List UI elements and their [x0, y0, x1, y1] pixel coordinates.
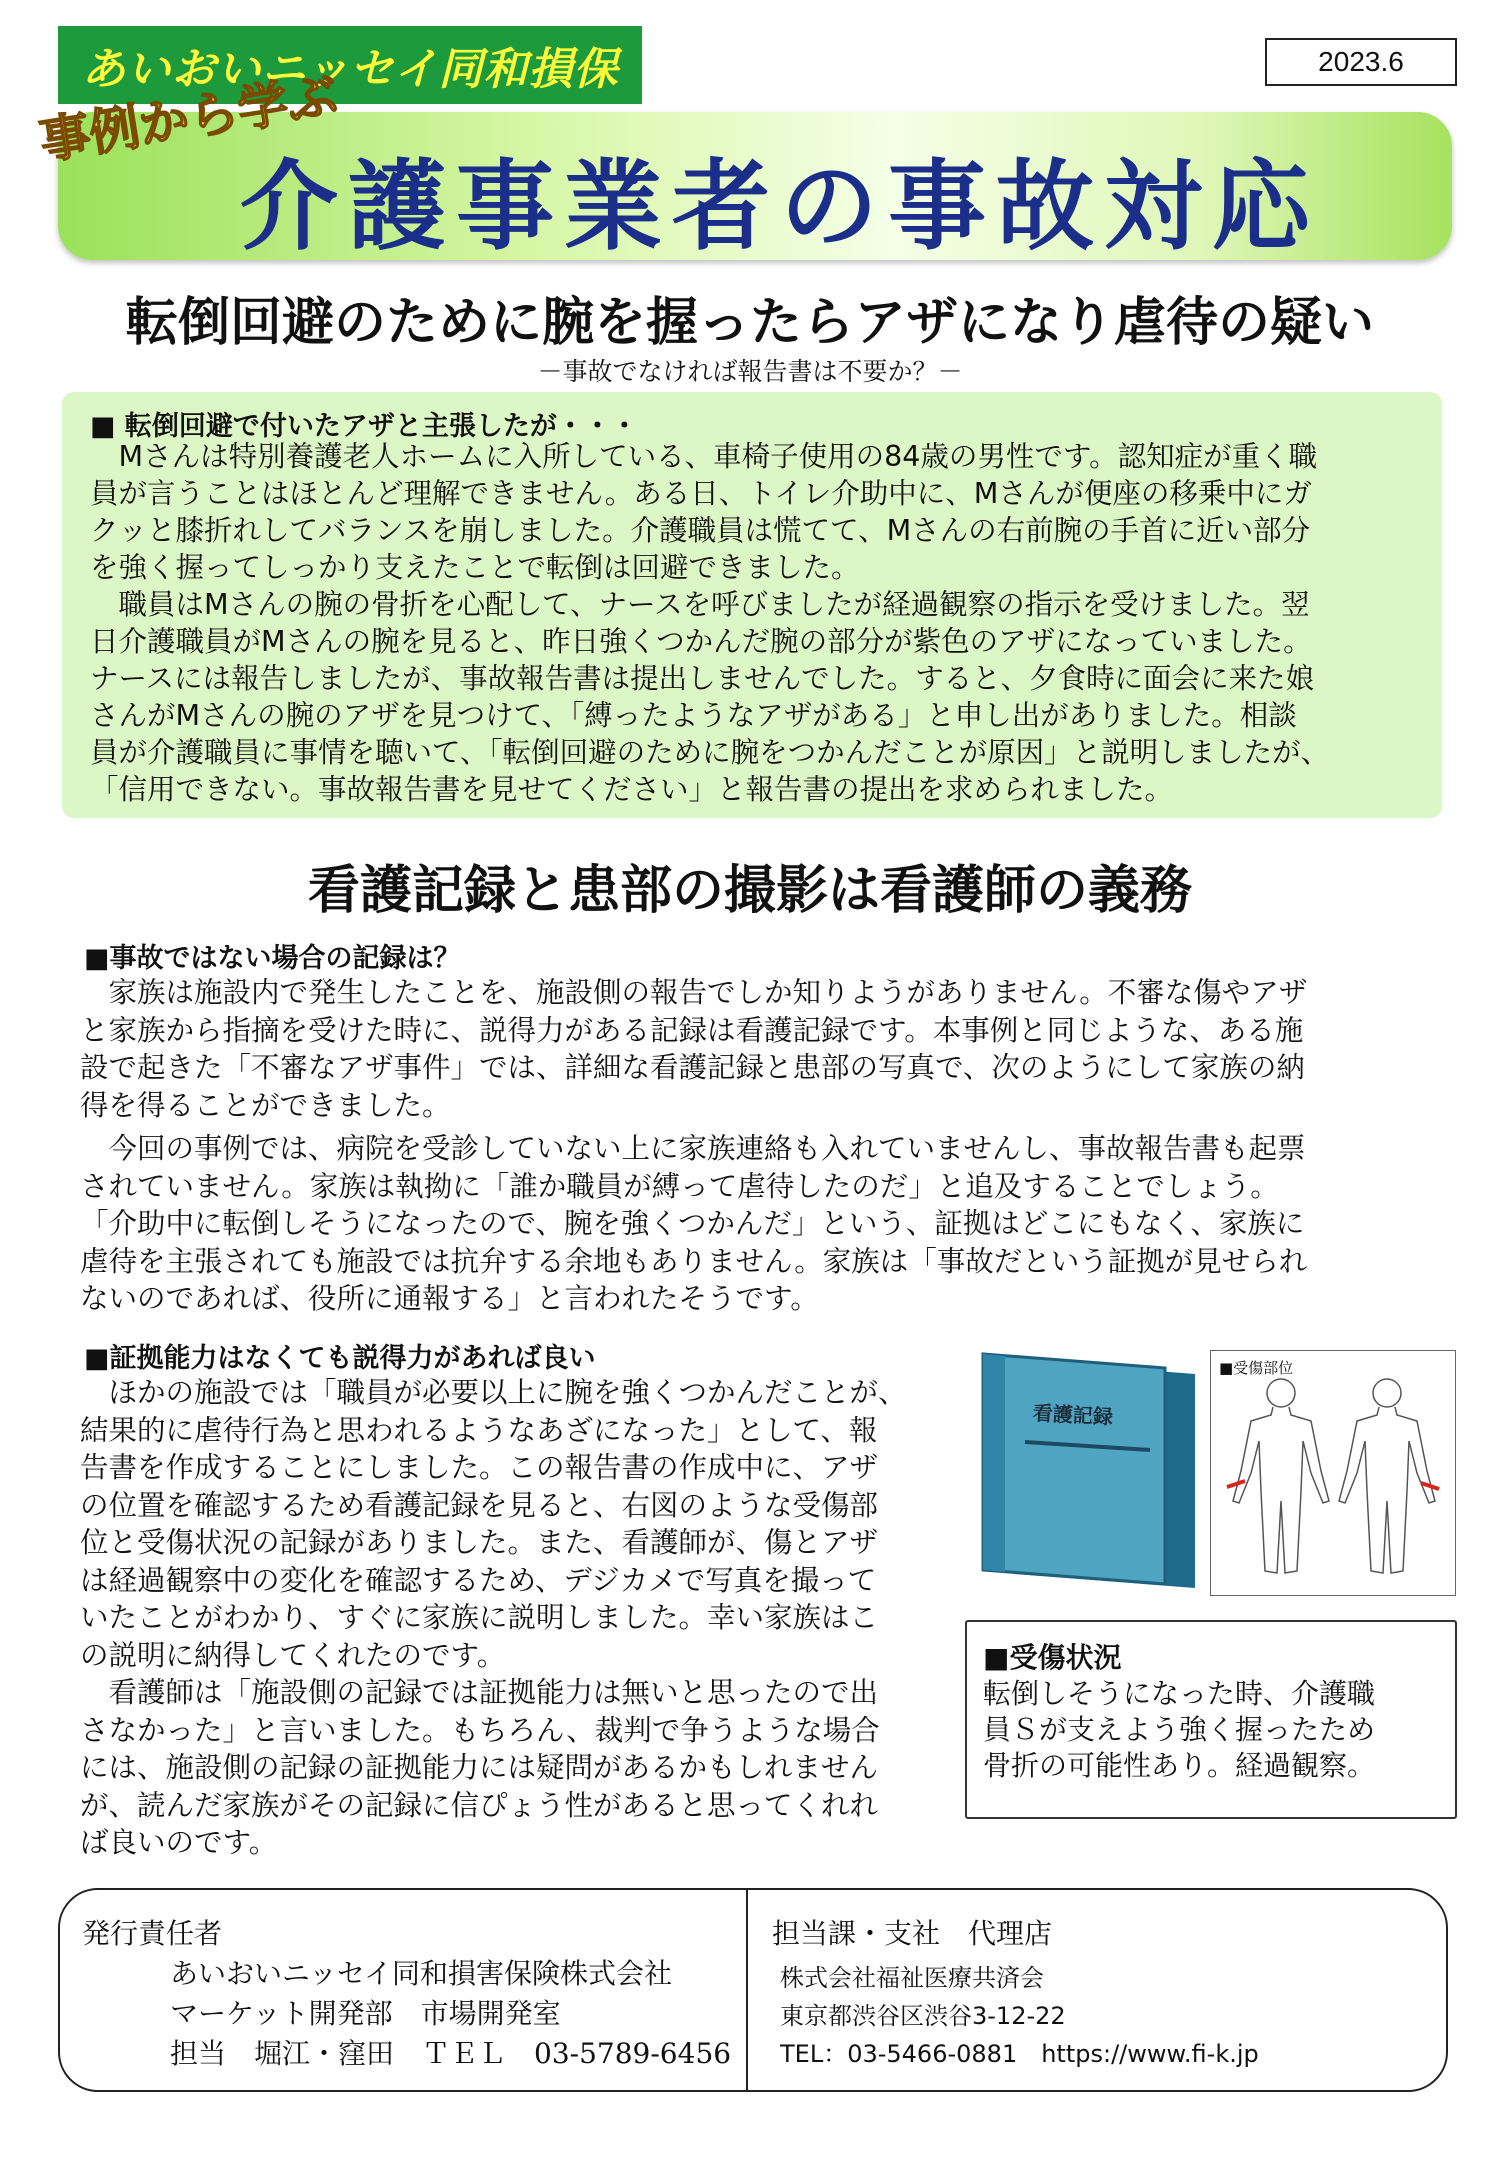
text-line: ないのであれば、役所に通報する」と言われたそうです。: [80, 1282, 819, 1315]
text-line: の説明に納得してくれたのです。: [80, 1638, 506, 1672]
text-line: 骨折の可能性あり。経過観察。: [983, 1749, 1376, 1782]
text-line: 職員はMさんの腕の骨折を心配して、ナースを呼びましたが経過観察の指示を受けました。翌: [90, 588, 1310, 621]
text-line: 員Ｓが支えよう強く握ったため: [983, 1713, 1376, 1746]
text-line: 位と受傷状況の記録がありました。また、看護師が、傷とアザ: [80, 1526, 879, 1559]
injury-text: [983, 1676, 1375, 1784]
text-line: 日介護職員がMさんの腕を見ると、昨日強くつかんだ腕の部分が紫色のアザになっていました。: [90, 625, 1312, 658]
section-1-text: [80, 974, 1307, 1124]
text-line: さんがMさんの腕のアザを見つけて、「縛ったようなアザがある」と申し出がありました。相談: [90, 699, 1297, 732]
body-chart-label: ■受傷部位: [1219, 1359, 1294, 1377]
text-line: 得を得ることができました。: [80, 1088, 451, 1122]
injury-mark-front: [1227, 1481, 1245, 1487]
headline-2: 看護記録と患部の撮影は看護師の義務: [307, 861, 1192, 921]
injury-status-box: [965, 1620, 1457, 1819]
section-2-heading: ■証拠能力はなくても説得力があれば良い: [84, 1343, 596, 1374]
text-line: の位置を確認するため看護記録を見ると、右図のような受傷部: [80, 1488, 879, 1522]
text-line: 員が介護職員に事情を聴いて、「転倒回避のために腕をつかんだことが原因」と説明しましたが、: [90, 736, 1330, 769]
text-line: 虐待を主張されても施設では抗弁する余地もありません。家族は「事故だという証拠が見せられ: [80, 1244, 1308, 1278]
main-title: 介護事業者の事故対応: [239, 149, 1320, 264]
text-line: 「信用できない。事故報告書を見せてください」と報告書の提出を求められました。: [90, 773, 1174, 806]
text-line: いたことがわかり、すぐに家族に説明しました。幸い家族はこ: [80, 1601, 879, 1634]
text-line: クッと膝折れしてバランスを崩しました。介護職員は慌てて、Mさんの右前腕の手首に近い部分: [90, 514, 1311, 547]
text-line: を強く握ってしっかり支えたことで転倒は回避できました。: [90, 551, 860, 584]
text-line: 転倒しそうになった時、介護職: [983, 1677, 1376, 1710]
text-line: 結果的に虐待行為と思われるようなあざになった」として、報: [80, 1413, 878, 1447]
text-line: ほかの施設では「職員が必要以上に腕を強くつかんだことが、: [80, 1376, 907, 1409]
issue-date: 2023.6: [1265, 38, 1457, 86]
text-line: ナースには報告しましたが、事故報告書は提出しませんでした。すると、夕食時に面会に来た娘: [90, 662, 1315, 695]
text-line: さなかった」と言いました。もちろん、裁判で争うような場合: [80, 1713, 880, 1747]
footer-divider: [746, 1890, 748, 2090]
injury-heading: ■受傷状況: [983, 1641, 1122, 1674]
headline: 転倒回避のために腕を握ったらアザになり虐待の疑い: [125, 293, 1374, 353]
book-label: 看護記録: [1032, 1400, 1114, 1429]
text-line: が、読んだ家族がその記録に信ぴょう性があると思ってくれれ: [80, 1788, 879, 1822]
agent-company: 株式会社福祉医療共済会: [780, 1964, 1044, 1992]
publisher-label: 発行責任者: [82, 1917, 223, 1950]
text-line: 設で起きた「不審なアザ事件」では、詳細な看護記録と患部の写真で、次のようにして家族の納: [80, 1051, 1305, 1084]
publisher-dept: マーケット開発部 市場開発室: [170, 1997, 561, 2030]
section-1b-text: [80, 1130, 1307, 1318]
text-line: 家族は施設内で発生したことを、施設側の報告でしか知りようがありません。不審な傷やアザ: [80, 976, 1308, 1009]
banner-subtitle: 事例から学ぶ: [36, 66, 342, 171]
agent-label: 担当課・支社 代理店: [772, 1917, 1053, 1950]
text-line: されていません。家族は執拗に「誰か職員が縛って虐待したのだ」と追及することでしょう。: [80, 1169, 1279, 1203]
case-heading: ■ 転倒回避で付いたアザと主張したが・・・: [90, 411, 638, 442]
text-line: 告書を作成することにしました。この報告書の作成中に、アザ: [80, 1451, 879, 1484]
body-outline-icon: [1211, 1371, 1455, 1591]
text-line: には、施設側の記録の証拠能力には疑問があるかもしれません: [80, 1751, 879, 1784]
text-line: は経過観察中の変化を確認するため、デジカメで写真を撮って: [80, 1563, 877, 1597]
publisher-contact: 担当 堀江・窪田 ＴＥＬ 03-5789-6456: [170, 2037, 732, 2070]
footer-box: [58, 1888, 1448, 2092]
text-line: Mさんは特別養護老人ホームに入所している、車椅子使用の84歳の男性です。認知症が重く職: [90, 440, 1318, 473]
brand-banner: あいおいニッセイ同和損保: [58, 26, 642, 104]
publisher-company: あいおいニッセイ同和損害保険株式会社: [170, 1957, 673, 1990]
case-box: [62, 392, 1442, 818]
agent-contact: TEL：03-5466-0881 https://www.fi-k.jp: [780, 2040, 1259, 2068]
text-line: ば良いのです。: [80, 1826, 278, 1859]
text-line: 「介助中に転倒しそうになったので、腕を強くつかんだ」という、証拠はどこにもなく、家族に: [80, 1207, 1305, 1240]
agent-address: 東京都渋谷区渋谷3-12-22: [780, 2002, 1066, 2030]
injury-body-chart: [1210, 1350, 1456, 1596]
text-line: 員が言うことはほとんど理解できません。ある日、トイレ介助中に、Mさんが便座の移乗中にガ: [90, 477, 1312, 510]
nursing-record-book-illustration: [975, 1352, 1200, 1590]
text-line: 看護師は「施設側の記録では証拠能力は無いと思ったので出: [80, 1676, 879, 1709]
section-2-text: [80, 1374, 907, 1862]
subheadline: －事故でなければ報告書は不要か？－: [537, 357, 963, 386]
text-line: と家族から指摘を受けた時に、説得力がある記録は看護記録です。本事例と同じような、ある施: [80, 1013, 1304, 1047]
text-line: 今回の事例では、病院を受診していない上に家族連絡も入れていませんし、事故報告書も起票: [80, 1132, 1306, 1165]
case-text: [90, 438, 1329, 808]
section-1-heading: ■事故ではない場合の記録は？: [84, 943, 461, 974]
